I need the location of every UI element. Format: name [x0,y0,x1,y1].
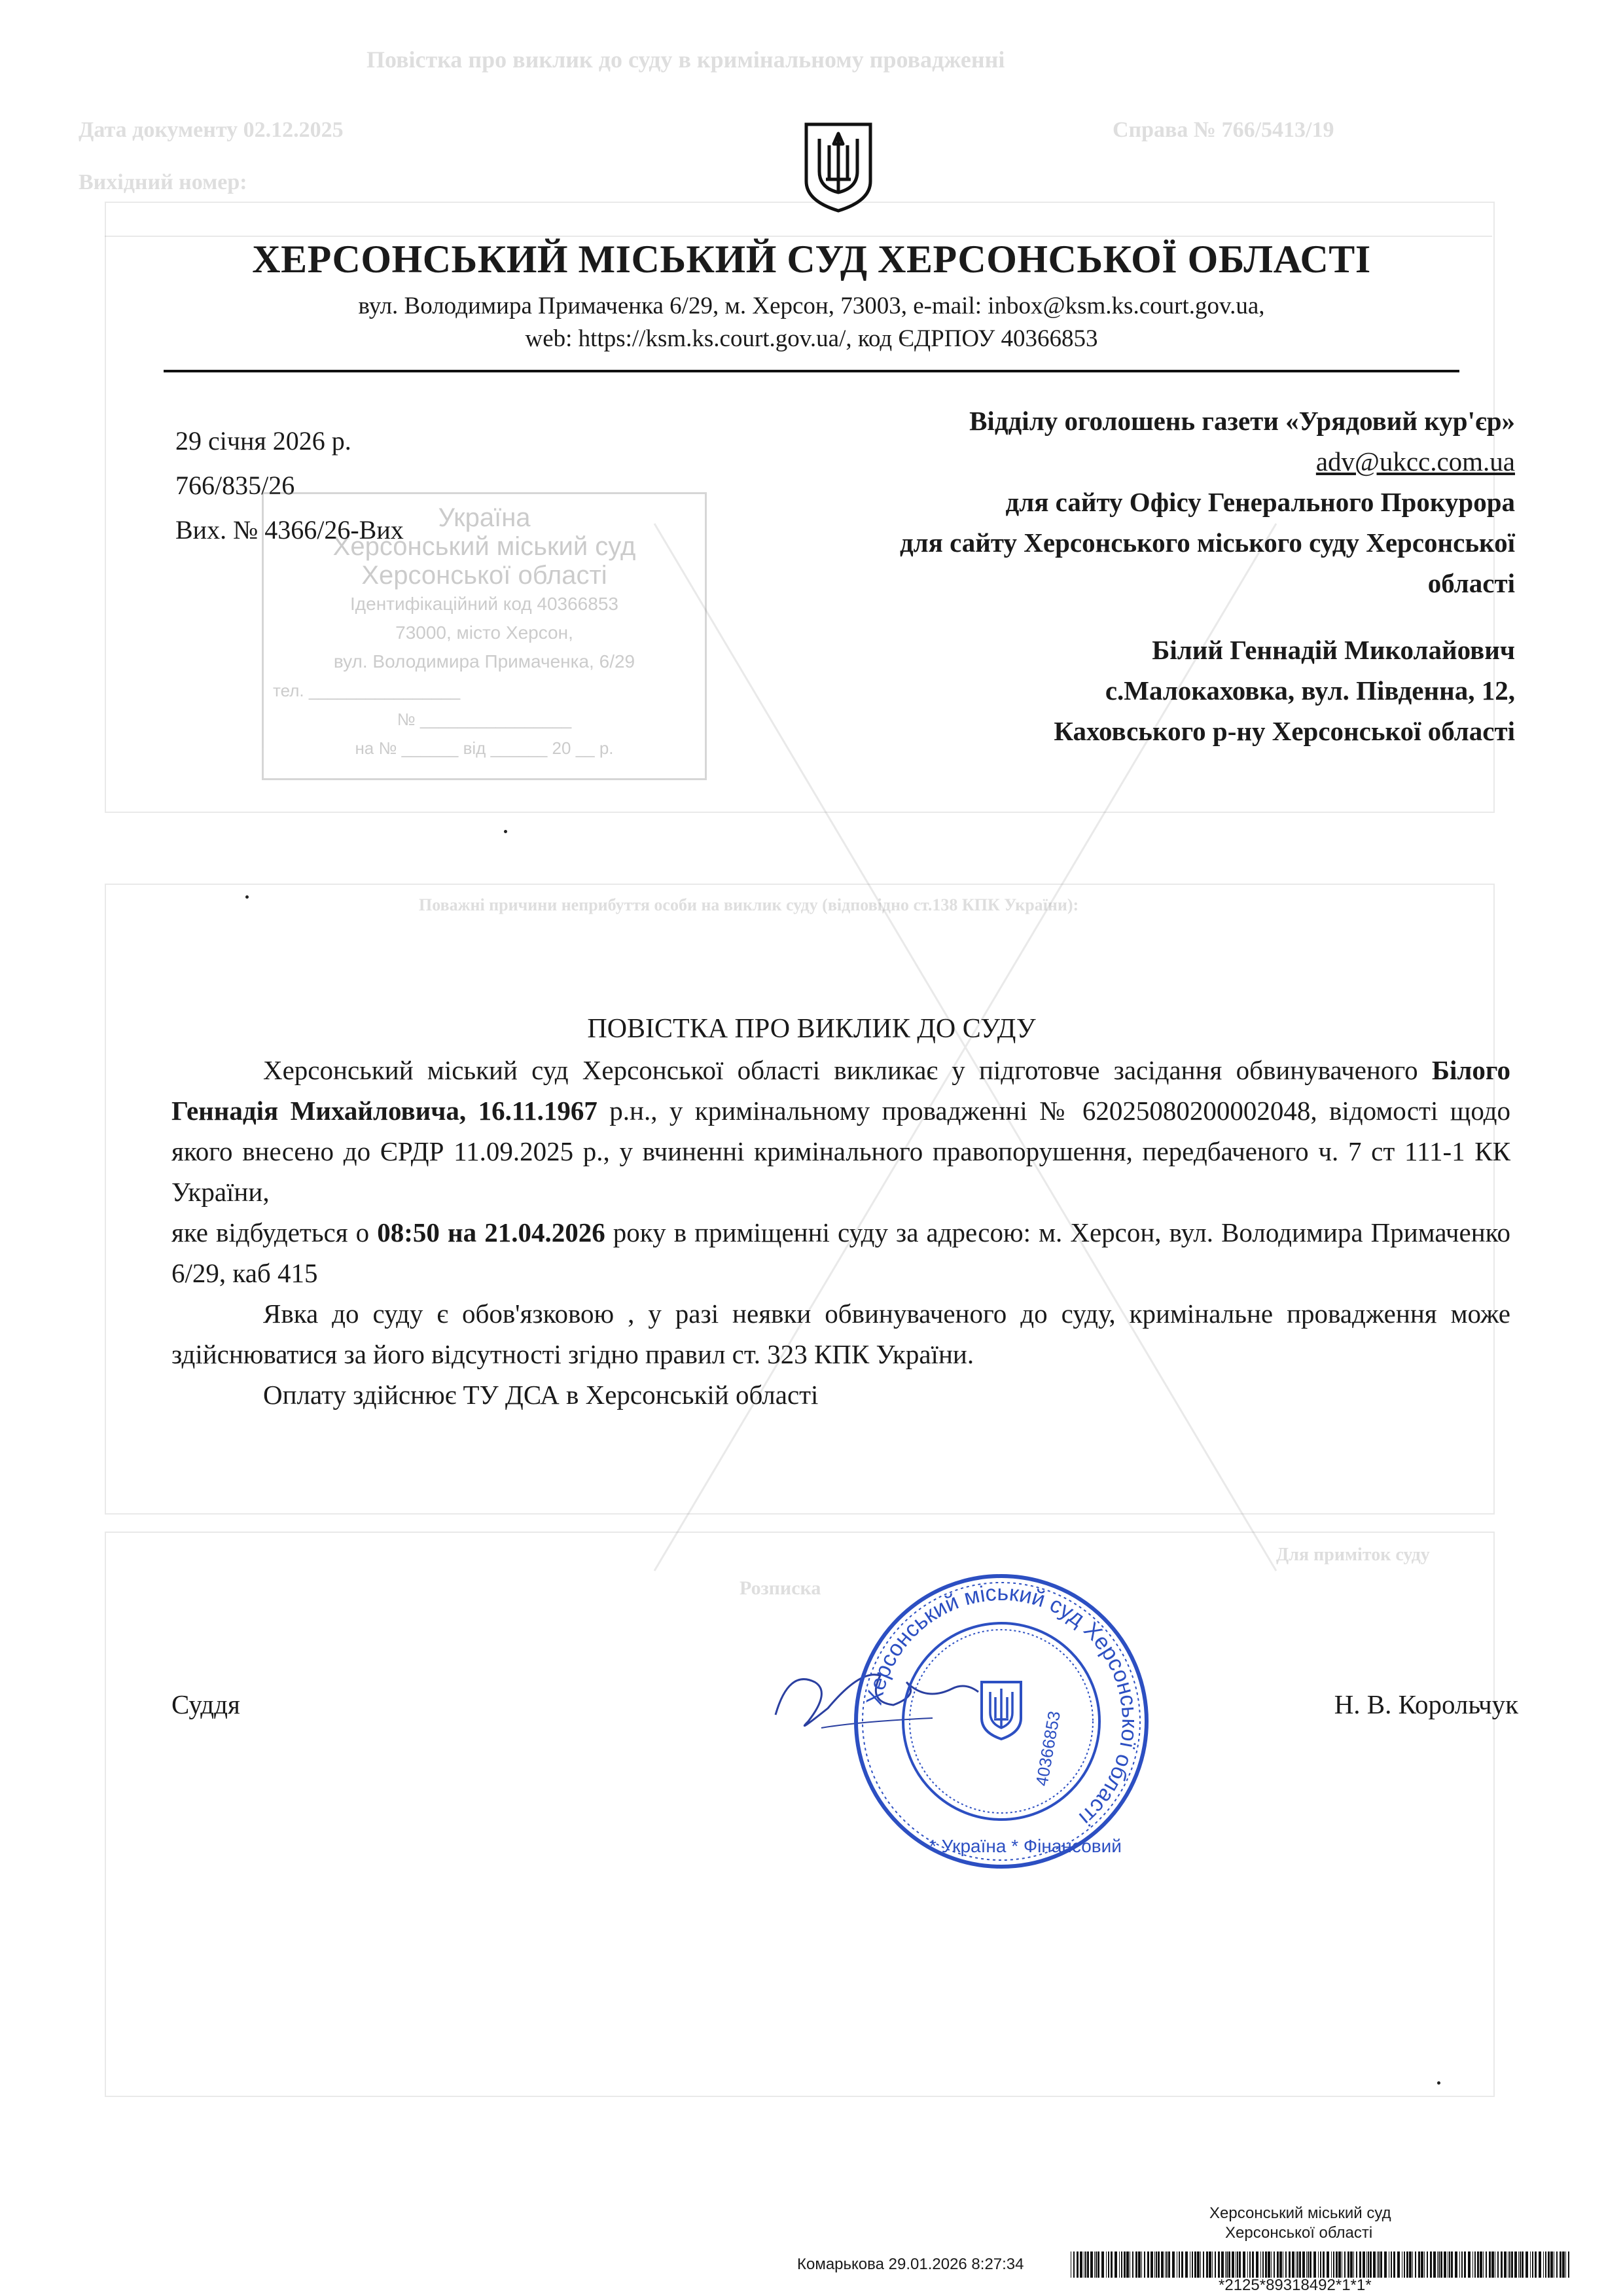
barcode-bar [1260,2251,1261,2278]
barcode-bar [1333,2251,1334,2278]
outgoing-number: Вих. № 4366/26-Вих [175,515,404,545]
scan-dot [245,895,249,899]
barcode-bar [1237,2251,1238,2278]
seal-trident-icon [982,1682,1021,1739]
barcode-bar [1232,2251,1234,2278]
recipient-person: Білий Геннадій Миколайович [1152,635,1515,665]
p1-text-cont: р.н., у кримінальному провадженні № 62025080200002048, відомості щодо якого внесено до ЄРДР 11.09.2025 р., у вчиненні кримінального правопорушення, передбаченого ч. 7 ст 111-1 КК України, [171,1096,1510,1207]
barcode-bar [1313,2251,1316,2278]
barcode-bar [1327,2251,1329,2278]
recipient-newspaper: Відділу оголошень газети «Урядовий кур'єр» [969,406,1515,436]
barcode-bar [1514,2251,1517,2278]
barcode-bar [1449,2251,1450,2278]
ghost-outgoing: Вихідний номер: [79,170,247,194]
summons-paragraph-1 [171,1050,1510,1212]
barcode-bar [1373,2251,1376,2278]
barcode-bar [1168,2251,1170,2278]
stamp-line: тел. ________________ [273,681,461,700]
barcode-bar [1249,2251,1251,2278]
barcode-bar [1353,2251,1354,2278]
ghost-receipt: Розписка [740,1577,821,1599]
barcode-bar [1509,2251,1510,2278]
ghost-doc-date: Дата документу 02.12.2025 [79,118,344,142]
summons-paragraph-2 [171,1212,1510,1293]
barcode-bar [1124,2251,1126,2278]
barcode-bar [1543,2251,1544,2278]
barcode-bar [1087,2251,1089,2278]
barcode-bar [1158,2251,1160,2278]
p2-text: яке відбудеться о [171,1217,378,1247]
barcode-bar [1363,2251,1365,2278]
barcode-bar [1489,2251,1491,2278]
barcode-bar [1511,2251,1513,2278]
barcode-bar [1459,2251,1460,2278]
court-name: ХЕРСОНСЬКИЙ МІСЬКИЙ СУД ХЕРСОНСЬКОЇ ОБЛАСТІ [252,238,1371,281]
barcode-bar [1197,2251,1200,2278]
stamp-line: Херсонський міський суд [332,532,636,561]
barcode-bar [1218,2251,1220,2278]
recipient-address2: Каховського р-ну Херсонської області [1054,716,1515,746]
barcode-bar [1097,2251,1099,2278]
summons-title: ПОВІСТКА ПРО ВИКЛИК ДО СУДУ [587,1014,1036,1044]
barcode-bar [1285,2251,1287,2278]
hearing-datetime: 08:50 на 21.04.2026 [377,1217,605,1247]
barcode-bar [1215,2251,1216,2278]
barcode-bar [1433,2251,1436,2278]
barcode-bar [1359,2251,1361,2278]
recipient-email[interactable]: adv@ukcc.com.ua [1315,446,1515,476]
barcode-bar [1181,2251,1183,2278]
barcode-bar [1147,2251,1149,2278]
ghost-case-ref: Справа № 766/5413/19 [1113,118,1334,142]
stamp-line: вул. Володимира Примаченка, 6/29 [333,651,635,672]
footer-court-line1: Херсонський міський суд [1209,2204,1391,2222]
barcode-bar [1310,2251,1311,2278]
barcode-bar [1161,2251,1164,2278]
scan-dot [504,830,507,833]
ghost-top-title: Повістка про виклик до суду в кримінальному провадженні [366,46,1005,73]
barcode-bar [1141,2251,1142,2278]
barcode-bar [1525,2251,1528,2278]
barcode-bar [1172,2251,1175,2278]
ghost-for-court: Для приміток суду [1276,1545,1430,1565]
barcode-bar [1108,2251,1109,2278]
barcode-bar [1461,2251,1463,2278]
barcode-bar [1530,2251,1531,2278]
court-address-line2: web: https://ksm.ks.court.gov.ua/, код ЄДРПОУ 40366853 [525,325,1098,352]
barcode-bar [1226,2251,1228,2278]
barcode-bar [1090,2251,1093,2278]
footer-clerk-stamp: Комарькова 29.01.2026 8:27:34 [797,2255,1024,2273]
barcode-bar [1545,2251,1546,2278]
recipients-block [900,401,1515,751]
barcode-bar [1444,2251,1446,2278]
barcode-bar [1271,2251,1272,2278]
barcode-bar [1154,2251,1155,2278]
barcode-bar [1247,2251,1248,2278]
barcode-bar [1121,2251,1122,2278]
barcode-bar [1279,2251,1282,2278]
barcode-bar [1262,2251,1264,2278]
barcode-bar [1520,2251,1521,2278]
barcode-bar [1404,2251,1405,2278]
barcode-bar [1206,2251,1208,2278]
judge-name: Н. В. Корольчук [1334,1689,1518,1719]
barcode-bar [1277,2251,1279,2278]
barcode-bar [1370,2251,1372,2278]
barcode-bar [1225,2251,1226,2278]
barcode-bar [1368,2251,1369,2278]
barcode-bar [1560,2251,1561,2278]
barcode-bar [1548,2251,1550,2278]
recipient-court-site-cont: області [1427,568,1515,598]
p1-text: Херсонський міський суд Херсонської області викликає у підготовче засідання обвинуваченого [263,1055,1432,1085]
barcode-bar [1166,2251,1168,2278]
recipient-court-site: для сайту Херсонського міського суду Херсонської [899,528,1515,558]
recipient-address1: с.Малокаховка, вул. Південна, 12, [1105,675,1515,706]
barcode-bar [1265,2251,1267,2278]
barcode [1071,2251,1575,2278]
barcode-bar [1565,2251,1566,2278]
barcode-bar [1308,2251,1309,2278]
barcode-bar [1356,2251,1357,2278]
barcode-bar [1412,2251,1413,2278]
barcode-bar [1179,2251,1180,2278]
barcode-bar [1539,2251,1541,2278]
header-divider [164,370,1459,372]
footer-court-line2: Херсонської області [1225,2224,1373,2242]
stamp-line: на № ______ від ______ 20 __ р. [355,738,614,758]
barcode-bar [1424,2251,1425,2278]
stamp-line: 73000, місто Херсон, [395,622,573,643]
barcode-bar [1115,2251,1117,2278]
barcode-bar [1221,2251,1224,2278]
barcode-bar [1409,2251,1412,2278]
barcode-bar [1212,2251,1213,2278]
barcode-bar [1347,2251,1349,2278]
barcode-bar [1468,2251,1471,2278]
barcode-bar [1111,2251,1113,2278]
barcode-bar [1126,2251,1129,2278]
barcode-bar [1299,2251,1301,2278]
trident-icon [800,119,877,214]
seal-code: 40366853 [1031,1709,1064,1788]
barcode-bar [1393,2251,1395,2278]
official-seal [851,1571,1152,1872]
barcode-bar [1418,2251,1420,2278]
barcode-bar [1406,2251,1408,2278]
barcode-bar [1318,2251,1319,2278]
barcode-bar [1096,2251,1097,2278]
barcode-bar [1106,2251,1107,2278]
judge-role: Суддя [171,1689,240,1719]
barcode-bar [1192,2251,1193,2278]
barcode-text: *2125*89318492*1*1* [1219,2276,1372,2294]
case-number: 766/835/26 [175,471,295,500]
barcode-bar [1252,2251,1254,2278]
barcode-bar [1384,2251,1387,2278]
barcode-bar [1377,2251,1378,2278]
barcode-bar [1132,2251,1133,2278]
barcode-bar [1556,2251,1558,2278]
barcode-bar [1437,2251,1438,2278]
barcode-bar [1119,2251,1120,2278]
barcode-bar [1480,2251,1482,2278]
barcode-bar [1464,2251,1466,2278]
barcode-bar [1135,2251,1137,2278]
barcode-bar [1455,2251,1457,2278]
stamp-line: Херсонської області [361,561,607,590]
barcode-bar [1522,2251,1524,2278]
stamp-line: № ________________ [397,709,572,729]
barcode-bar [1302,2251,1305,2278]
barcode-bar [1323,2251,1325,2278]
barcode-bar [1320,2251,1321,2278]
barcode-bar [1080,2251,1082,2278]
barcode-bar [1203,2251,1204,2278]
barcode-bar [1306,2251,1307,2278]
barcode-bar [1085,2251,1086,2278]
ghost-reasons-title: Поважні причини неприбуття особи на виклик суду (відповідно ст.138 КПК України): [419,895,1079,914]
barcode-bar [1138,2251,1141,2278]
barcode-bar [1550,2251,1553,2278]
barcode-bar [1256,2251,1258,2278]
barcode-bar [1438,2251,1440,2278]
barcode-bar [1380,2251,1382,2278]
barcode-bar [1397,2251,1400,2278]
barcode-bar [1243,2251,1245,2278]
barcode-bar [1338,2251,1341,2278]
summons-paragraph-4: Оплату здійснює ТУ ДСА в Херсонській області [263,1380,819,1410]
barcode-bar [1504,2251,1507,2278]
barcode-bar [1472,2251,1473,2278]
barcode-bar [1421,2251,1423,2278]
barcode-bar [1331,2251,1332,2278]
barcode-bar [1185,2251,1188,2278]
barcode-bar [1094,2251,1095,2278]
barcode-bar [1378,2251,1380,2278]
barcode-bar [1427,2251,1428,2278]
barcode-bar [1239,2251,1241,2278]
barcode-bar [1268,2251,1270,2278]
barcode-bar [1430,2251,1432,2278]
barcode-bar [1391,2251,1392,2278]
barcode-bar [1497,2251,1499,2278]
barcode-bar [1491,2251,1494,2278]
barcode-bar [1289,2251,1291,2278]
barcode-bar [1535,2251,1537,2278]
document-date: 29 січня 2026 р. [175,426,351,456]
barcode-bar [1077,2251,1079,2278]
scan-dot [1437,2081,1440,2085]
summons-paragraph-3: Явка до суду є обов'язковою , у разі неявки обвинуваченого до суду, кримінальне провадження може здійснюватися за його відсутності згідно правил ст. 323 КПК України. [171,1299,1510,1369]
stamp-line: Ідентифікаційний код 40366853 [350,594,618,614]
barcode-bar [1194,2251,1196,2278]
barcode-bar [1440,2251,1442,2278]
p2-text-cont: року в приміщенні суду за адресою: м. Херсон, вул. Володимира Примаченко 6/29, каб 415 [171,1217,1511,1288]
barcode-bar [1562,2251,1565,2278]
seal-lower-text: * Україна * Фінансовий [929,1836,1122,1856]
seal-outer-text: Херсонський міський суд Херсонської області [861,1580,1143,1831]
barcode-bar [1486,2251,1487,2278]
defendant-name: Білого Геннадія Михайловича, 16.11.1967 [171,1055,1510,1126]
barcode-bar [1568,2251,1569,2278]
barcode-bar [1344,2251,1346,2278]
recipient-prosecutor-site: для сайту Офісу Генерального Прокурора [1005,487,1515,517]
barcode-bar [1150,2251,1153,2278]
barcode-bar [1366,2251,1367,2278]
stamp-line: Україна [438,503,531,532]
barcode-bar [1101,2251,1104,2278]
court-address-line1: вул. Володимира Примаченка 6/29, м. Херсон, 73003, e-mail: inbox@ksm.ks.court.gov.ua, [358,293,1265,319]
barcode-bar [1474,2251,1476,2278]
barcode-bar [1501,2251,1503,2278]
barcode-bar [1415,2251,1416,2278]
barcode-bar [1297,2251,1298,2278]
barcode-bar [1451,2251,1453,2278]
barcode-bar [1073,2251,1075,2278]
barcode-bar [1483,2251,1484,2278]
registration-stamp [262,492,707,780]
barcode-bar [1532,2251,1533,2278]
barcode-bar [1200,2251,1201,2278]
barcode-bar [1336,2251,1338,2278]
barcode-bar [1518,2251,1519,2278]
barcode-bar [1350,2251,1353,2278]
barcode-bar [1274,2251,1275,2278]
barcode-bar [1477,2251,1479,2278]
barcode-bar [1292,2251,1294,2278]
barcode-bar [1209,2251,1211,2278]
barcode-bar [1228,2251,1230,2278]
barcode-bar [1156,2251,1157,2278]
barcode-bar [1144,2251,1145,2278]
barcode-bar [1165,2251,1166,2278]
summons-body [171,1050,1510,1415]
